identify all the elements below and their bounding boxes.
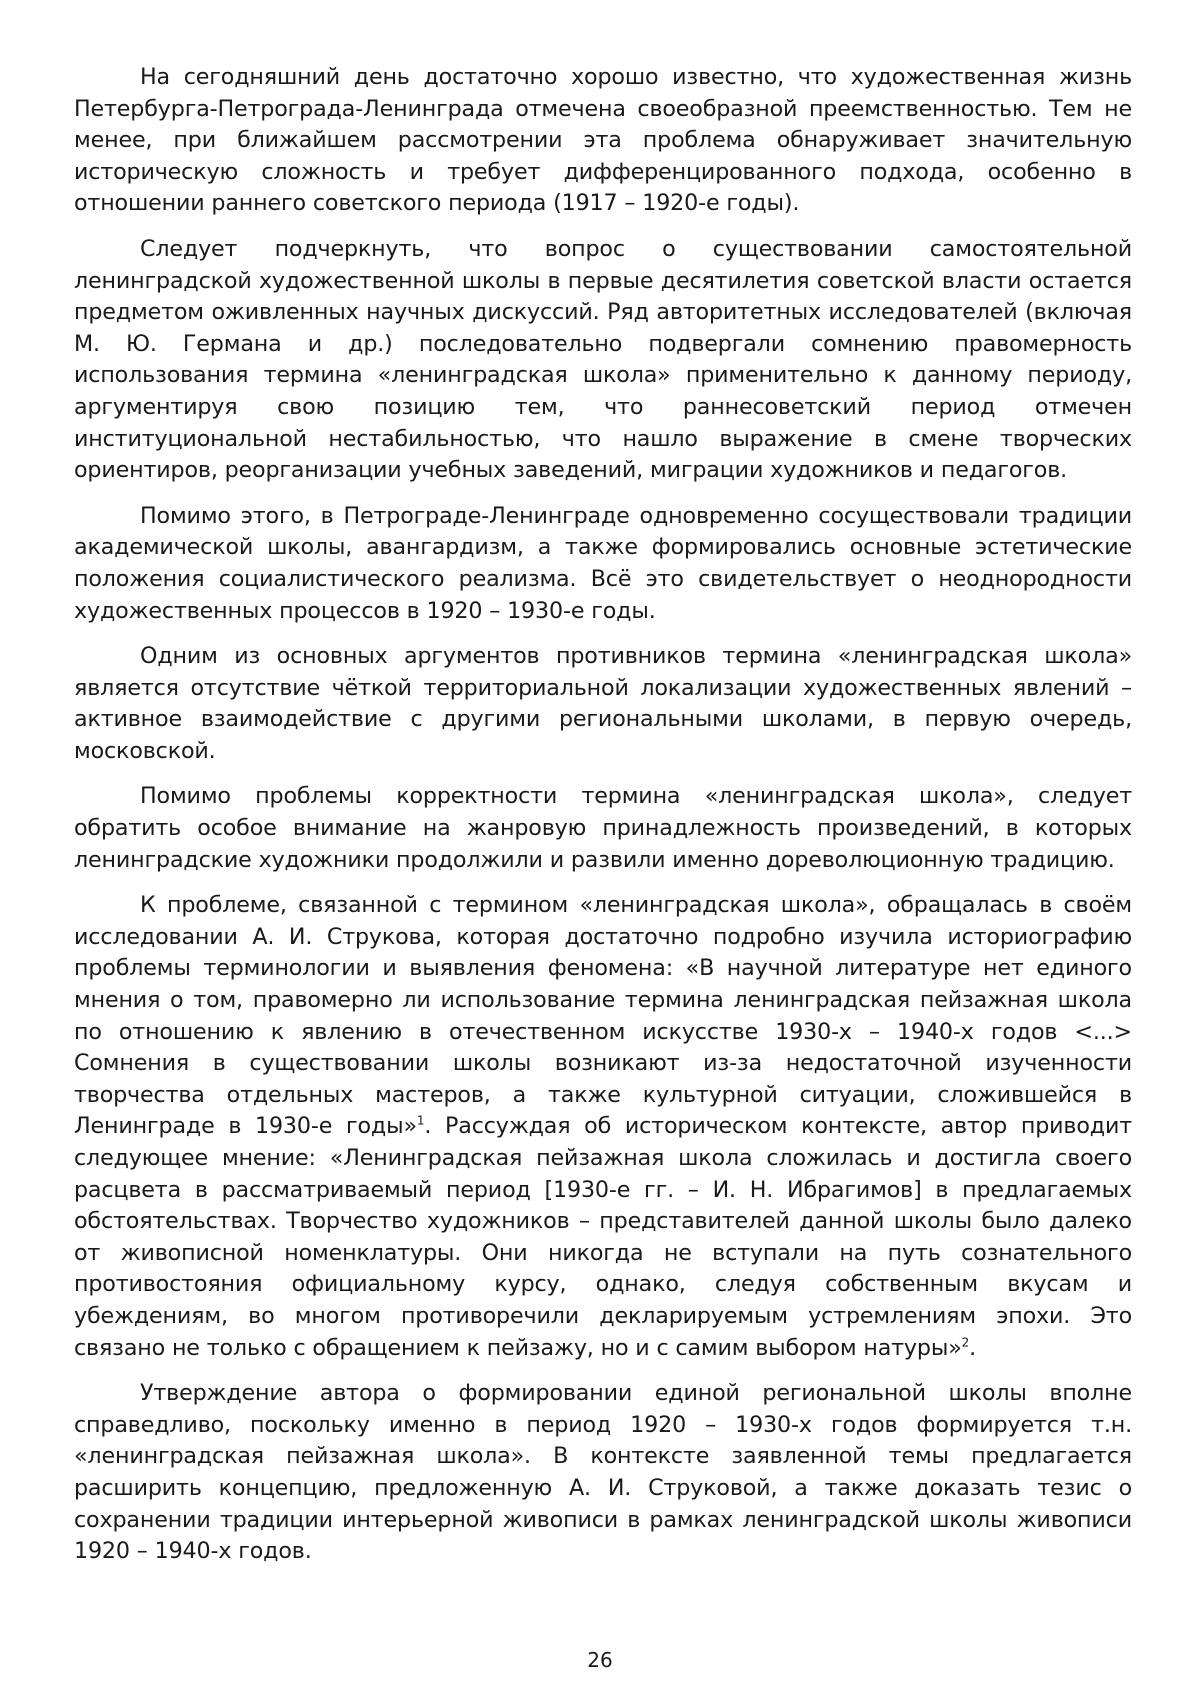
paragraph-6-text: К проблеме, связанной с термином «ленинградская школа», обращалась в своём исследовании А. И. Струкова, которая достаточно подробно изучила историографию проблемы терминологии и выявления феномена: «В научной литературе нет единого мнения о том, правомерно ли использование термина ленинградская пейзажная школа по отношению к явлению в отечественном искусстве 1930-х – 1940-х годов <...> Сомнения в существовании школы возникают из-за недостаточной изученности творчества отдельных мастеров, а также культурной ситуации, сложившейся в Ленинграде в 1930-е годы» (74, 892, 1132, 1140)
footnote-ref-1[interactable]: 1 (416, 1114, 425, 1129)
paragraph-7: Утверждение автора о формировании единой региональной школы вполне справедливо, поскольку именно в период 1920 – 1930-х годов формируется т.н. «ленинградская пейзажная школа». В контексте заявленной темы предлагается расширить концепцию, предложенную А. И. Струковой, а также доказать тезис о сохранении традиции интерьерной живописи в рамках ленинградской школы живописи 1920 – 1940-х годов. (74, 1380, 1132, 1565)
paragraph-3: Помимо этого, в Петрограде-Ленинграде одновременно сосуществовали традиции академической школы, авангардизм, а также формировались основные эстетические положения социалистического реализма. Всё это свидетельствует о неоднородности художественных процессов в 1920 – 1930-е годы. (74, 502, 1132, 624)
paragraph-6 (74, 890, 1132, 1364)
footnote-ref-2[interactable]: 2 (961, 1335, 970, 1350)
paragraph-6-continuation: . Рассуждая об историческом контексте, автор приводит следующее мнение: «Ленинградская пейзажная школа сложилась и достигла своего расцвета в рассматриваемый период [1930-е гг. – И. Н. Ибрагимов] в предлагаемых обстоятельствах. Творчество художников – представителей данной школы было далеко от живописной номенклатуры. Они никогда не вступали на путь сознательного противостояния официальному курсу, однако, следуя собственным вкусам и убеждениям, во многом противоречили декларируемым устремлениям эпохи. Это связано не только с обращением к пейзажу, но и с самим выбором натуры» (74, 1113, 1132, 1361)
document-body (74, 62, 1132, 1582)
page-number: 26 (587, 1648, 613, 1672)
paragraph-5: Помимо проблемы корректности термина «ленинградская школа», следует обратить особое внимание на жанровую принадлежность произведений, в которых ленинградские художники продолжили и развили именно дореволюционную традицию. (74, 783, 1132, 873)
paragraph-2: Следует подчеркнуть, что вопрос о существовании самостоятельной ленинградской художественной школы в первые десятилетия советской власти остается предметом оживленных научных дискуссий. Ряд авторитетных исследователей (включая М. Ю. Германа и др.) последовательно подвергали сомнению правомерность использования термина «ленинградская школа» применительно к данному периоду, аргументируя свою позицию тем, что раннесоветский период отмечен институциональной нестабильностью, что нашло выражение в смене творческих ориентиров, реорганизации учебных заведений, миграции художников и педагогов. (74, 235, 1132, 484)
paragraph-4: Одним из основных аргументов противников термина «ленинградская школа» является отсутствие чёткой территориальной локализации художественных явлений – активное взаимодействие с другими региональными школами, в первую очередь, московской. (74, 643, 1132, 764)
paragraph-6-end: . (969, 1334, 977, 1361)
paragraph-1: На сегодняшний день достаточно хорошо известно, что художественная жизнь Петербурга-Петрограда-Ленинграда отмечена своеобразной преемственностью. Тем не менее, при ближайшем рассмотрении эта проблема обнаруживает значительную историческую сложность и требует дифференцированного подхода, особенно в отношении раннего советского периода (1917 – 1920-е годы). (74, 64, 1132, 217)
